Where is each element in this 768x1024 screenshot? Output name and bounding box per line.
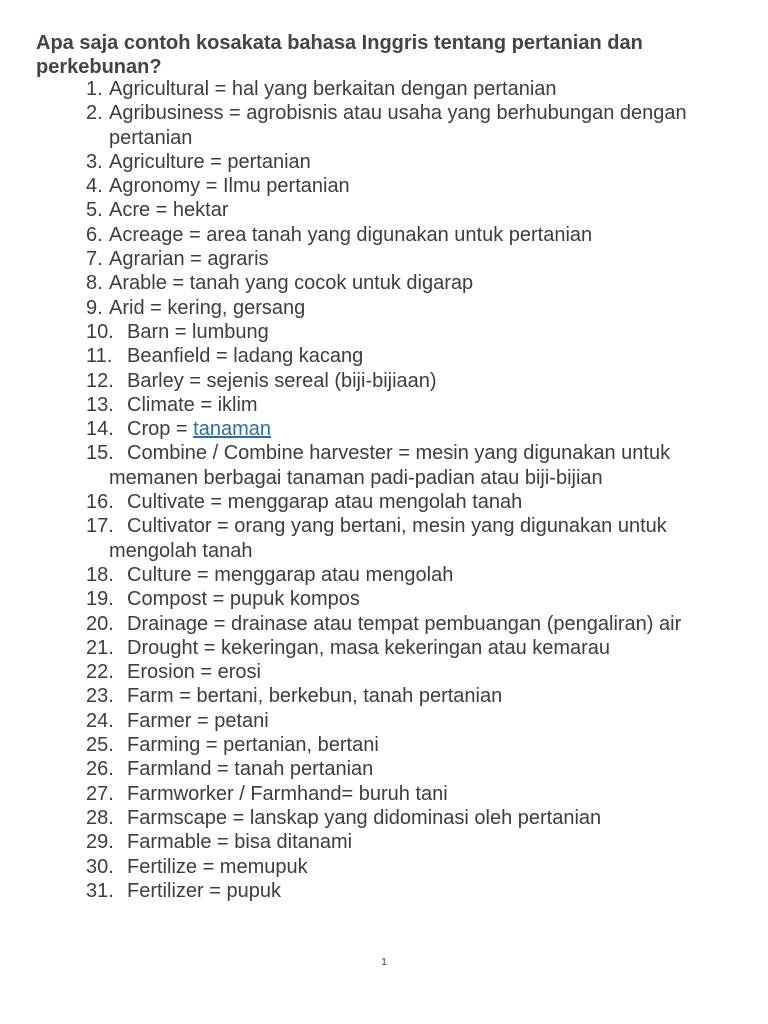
list-item-text <box>109 101 689 150</box>
list-item <box>0 830 689 854</box>
list-item-number: 20. <box>86 612 114 635</box>
list-item <box>0 247 689 271</box>
list-item-number: 13. <box>86 393 114 416</box>
list-item-text <box>109 247 689 271</box>
list-item-number: 29. <box>86 831 114 854</box>
list-item-definition: Cultivator = orang yang bertani, mesin yang digunakan untuk mengolah tanah <box>109 515 667 562</box>
list-item <box>0 271 689 295</box>
list-item <box>0 782 689 806</box>
list-item-text <box>109 879 689 903</box>
list-item-text <box>109 296 689 320</box>
list-item-definition: Compost = pupuk kompos <box>127 588 360 611</box>
list-item-text <box>109 441 689 490</box>
list-item-text <box>109 684 689 708</box>
list-item-definition: Agricultural = hal yang berkaitan dengan pertanian <box>109 78 557 100</box>
list-item-definition: Farm = bertani, berkebun, tanah pertanian <box>127 685 503 708</box>
list-item-number: 27. <box>86 782 114 805</box>
list-item-definition: Arid = kering, gersang <box>109 296 306 319</box>
list-item-definition: Agriculture = pertanian <box>109 150 311 173</box>
list-item-number: 21. <box>86 636 114 659</box>
list-item-text <box>109 855 689 879</box>
list-item-definition: Crop = <box>127 418 194 441</box>
list-item-text <box>109 150 689 174</box>
list-item <box>0 101 689 150</box>
list-item-number: 19. <box>86 588 114 611</box>
list-item <box>0 587 689 611</box>
list-item-number: 30. <box>86 855 114 878</box>
list-item-text <box>109 709 689 733</box>
list-item-text <box>109 393 689 417</box>
list-item <box>0 417 689 441</box>
list-item-text <box>109 806 689 830</box>
list-item-definition: Barn = lumbung <box>127 320 269 343</box>
list-item <box>0 684 689 708</box>
list-item-number: 18. <box>86 563 114 586</box>
list-item-definition: Fertilizer = pupuk <box>127 879 281 902</box>
list-item-definition: Acre = hektar <box>109 199 229 222</box>
list-item-text <box>109 514 689 563</box>
list-item-text <box>109 660 689 684</box>
list-item <box>0 393 689 417</box>
list-item-text <box>109 733 689 757</box>
list-item-text <box>109 612 689 636</box>
list-item-definition: Climate = iklim <box>127 393 258 416</box>
list-item-number: 7. <box>86 248 103 271</box>
list-item <box>0 223 689 247</box>
list-item-number: 4. <box>86 175 103 198</box>
list-item-definition: Drought = kekeringan, masa kekeringan atau kemarau <box>127 636 611 659</box>
list-item-number: 5. <box>86 199 103 222</box>
list-item-definition: Cultivate = menggarap atau mengolah tanah <box>127 491 523 514</box>
definition-link[interactable]: tanaman <box>193 418 271 441</box>
list-item-number: 17. <box>86 515 114 538</box>
list-item <box>0 150 689 174</box>
list-item-definition: Fertilize = memupuk <box>127 855 308 878</box>
list-item-text <box>109 271 689 295</box>
list-item <box>0 660 689 684</box>
list-item-number: 11. <box>86 345 113 368</box>
list-item-definition: Farmscape = lanskap yang didominasi oleh pertanian <box>127 806 602 829</box>
question-heading: Apa saja contoh kosakata bahasa Inggris tentang pertanian dan perkebunan? <box>36 32 643 78</box>
list-item <box>0 806 689 830</box>
list-item-definition: Arable = tanah yang cocok untuk digarap <box>109 272 474 295</box>
list-item <box>0 636 689 660</box>
list-item-definition: Farming = pertanian, bertani <box>127 734 379 757</box>
list-item-text <box>109 757 689 781</box>
list-item <box>0 563 689 587</box>
list-item-number: 22. <box>86 661 114 684</box>
list-item-number: 6. <box>86 223 103 246</box>
list-item-number: 10. <box>86 320 114 343</box>
list-item-text <box>109 77 689 101</box>
list-item-number: 14. <box>86 418 114 441</box>
page-number: 1 <box>381 957 387 968</box>
list-item-number: 8. <box>86 272 103 295</box>
list-item-text <box>109 369 689 393</box>
list-item-number: 2. <box>86 102 103 125</box>
list-item-text <box>109 198 689 222</box>
list-item <box>0 198 689 222</box>
list-item-definition: Farmable = bisa ditanami <box>127 831 353 854</box>
list-item <box>0 174 689 198</box>
list-item-definition: Beanfield = ladang kacang <box>127 345 364 368</box>
list-item-number: 25. <box>86 734 114 757</box>
list-item <box>0 612 689 636</box>
list-item <box>0 320 689 344</box>
list-item-text <box>109 344 689 368</box>
list-item <box>0 709 689 733</box>
list-item-definition: Agronomy = Ilmu pertanian <box>109 175 350 198</box>
list-item <box>0 855 689 879</box>
list-item-number: 23. <box>86 685 114 708</box>
list-item-number: 31. <box>86 879 114 902</box>
list-item-definition: Combine / Combine harvester = mesin yang digunakan untuk memanen berbagai tanaman padi-padian atau biji-bijian <box>109 442 671 489</box>
list-item <box>0 296 689 320</box>
list-item-number: 3. <box>86 150 103 173</box>
list-item-text <box>109 830 689 854</box>
list-item-number: 12. <box>86 369 114 392</box>
list-item-definition: Farmworker / Farmhand= buruh tani <box>127 782 448 805</box>
list-item-number: 28. <box>86 806 114 829</box>
list-item-definition: Agrarian = agraris <box>109 248 269 271</box>
list-item-number: 16. <box>86 491 114 514</box>
list-item-number: 1. <box>86 78 103 100</box>
list-item-number: 26. <box>86 758 114 781</box>
list-item-definition: Erosion = erosi <box>127 661 261 684</box>
list-item-definition: Culture = menggarap atau mengolah <box>127 563 454 586</box>
list-item <box>0 441 689 490</box>
list-item <box>0 490 689 514</box>
list-item-text <box>109 320 689 344</box>
list-item-definition: Agribusiness = agrobisnis atau usaha yang berhubungan dengan pertanian <box>109 102 687 149</box>
list-item <box>0 369 689 393</box>
list-item-definition: Acreage = area tanah yang digunakan untuk pertanian <box>109 223 593 246</box>
list-item <box>0 757 689 781</box>
list-item-text <box>109 223 689 247</box>
list-item-text <box>109 417 689 441</box>
list-item-number: 9. <box>86 296 103 319</box>
list-item-number: 15. <box>86 442 114 465</box>
list-item <box>0 514 689 563</box>
list-item-text <box>109 490 689 514</box>
list-item-definition: Farmland = tanah pertanian <box>127 758 374 781</box>
vocabulary-list <box>0 77 689 903</box>
list-item-text <box>109 636 689 660</box>
list-item <box>0 879 689 903</box>
list-item-text <box>109 174 689 198</box>
list-item <box>0 733 689 757</box>
list-item <box>0 77 689 101</box>
list-item-text <box>109 563 689 587</box>
list-item-text <box>109 587 689 611</box>
list-item-text <box>109 782 689 806</box>
list-item-definition: Farmer = petani <box>127 709 269 732</box>
list-item-definition: Drainage = drainase atau tempat pembuangan (pengaliran) air <box>127 612 682 635</box>
list-item-definition: Barley = sejenis sereal (biji-bijiaan) <box>127 369 437 392</box>
list-item <box>0 344 689 368</box>
list-item-number: 24. <box>86 709 114 732</box>
